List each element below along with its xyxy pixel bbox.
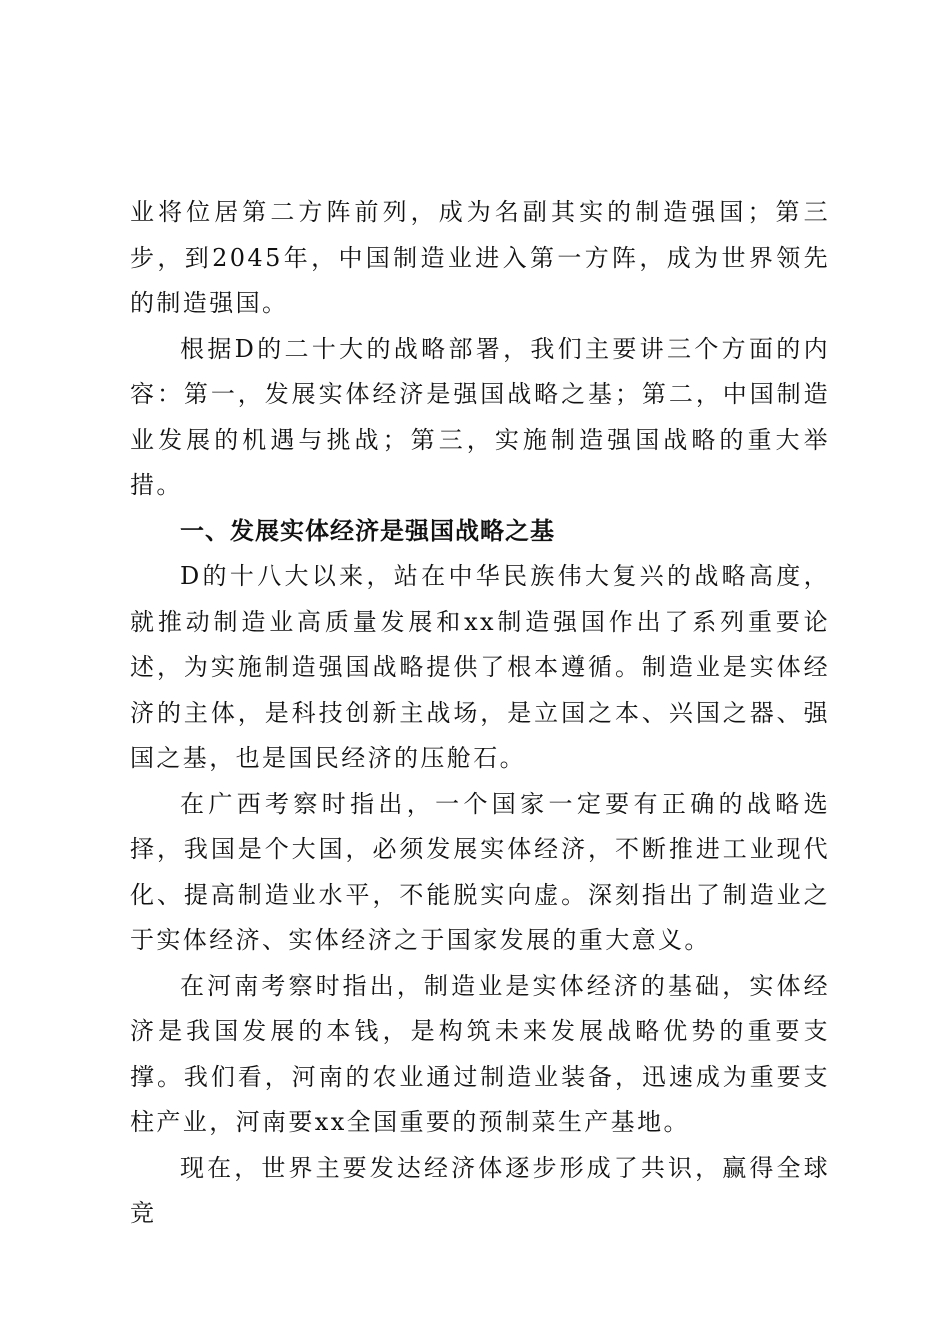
paragraph-manufacturing-importance: D的十八大以来，站在中华民族伟大复兴的战略高度，就推动制造业高质量发展和xx制造强国作出了系列重要论述，为实施制造强国战略提供了根本遵循。制造业是实体经济的主体，是科技创新主战场，是立国之本、兴国之器、强国之基，也是国民经济的压舱石。 bbox=[130, 562, 830, 772]
paragraph-overview: 根据D的二十大的战略部署，我们主要讲三个方面的内容：第一，发展实体经济是强国战略之基；第二，中国制造业发展的机遇与挑战；第三，实施制造强国战略的重大举措。 bbox=[130, 334, 830, 499]
section-heading-1: 一、发展实体经济是强国战略之基 bbox=[180, 516, 555, 545]
document-body bbox=[130, 190, 830, 1237]
paragraph-henan-inspection: 在河南考察时指出，制造业是实体经济的基础，实体经济是我国发展的本钱，是构筑未来发展战略优势的重要支撑。我们看，河南的农业通过制造业装备，迅速成为重要支柱产业，河南要xx全国重要的预制菜生产基地。 bbox=[130, 971, 830, 1136]
paragraph-global-consensus: 现在，世界主要发达经济体逐步形成了共识，赢得全球竞 bbox=[130, 1153, 830, 1227]
paragraph-guangxi-inspection: 在广西考察时指出，一个国家一定要有正确的战略选择，我国是个大国，必须发展实体经济，不断推进工业现代化、提高制造业水平，不能脱实向虚。深刻指出了制造业之于实体经济、实体经济之于国家发展的重大意义。 bbox=[130, 789, 830, 954]
paragraph-continuation: 业将位居第二方阵前列，成为名副其实的制造强国；第三步，到2045年，中国制造业进入第一方阵，成为世界领先的制造强国。 bbox=[130, 198, 830, 317]
